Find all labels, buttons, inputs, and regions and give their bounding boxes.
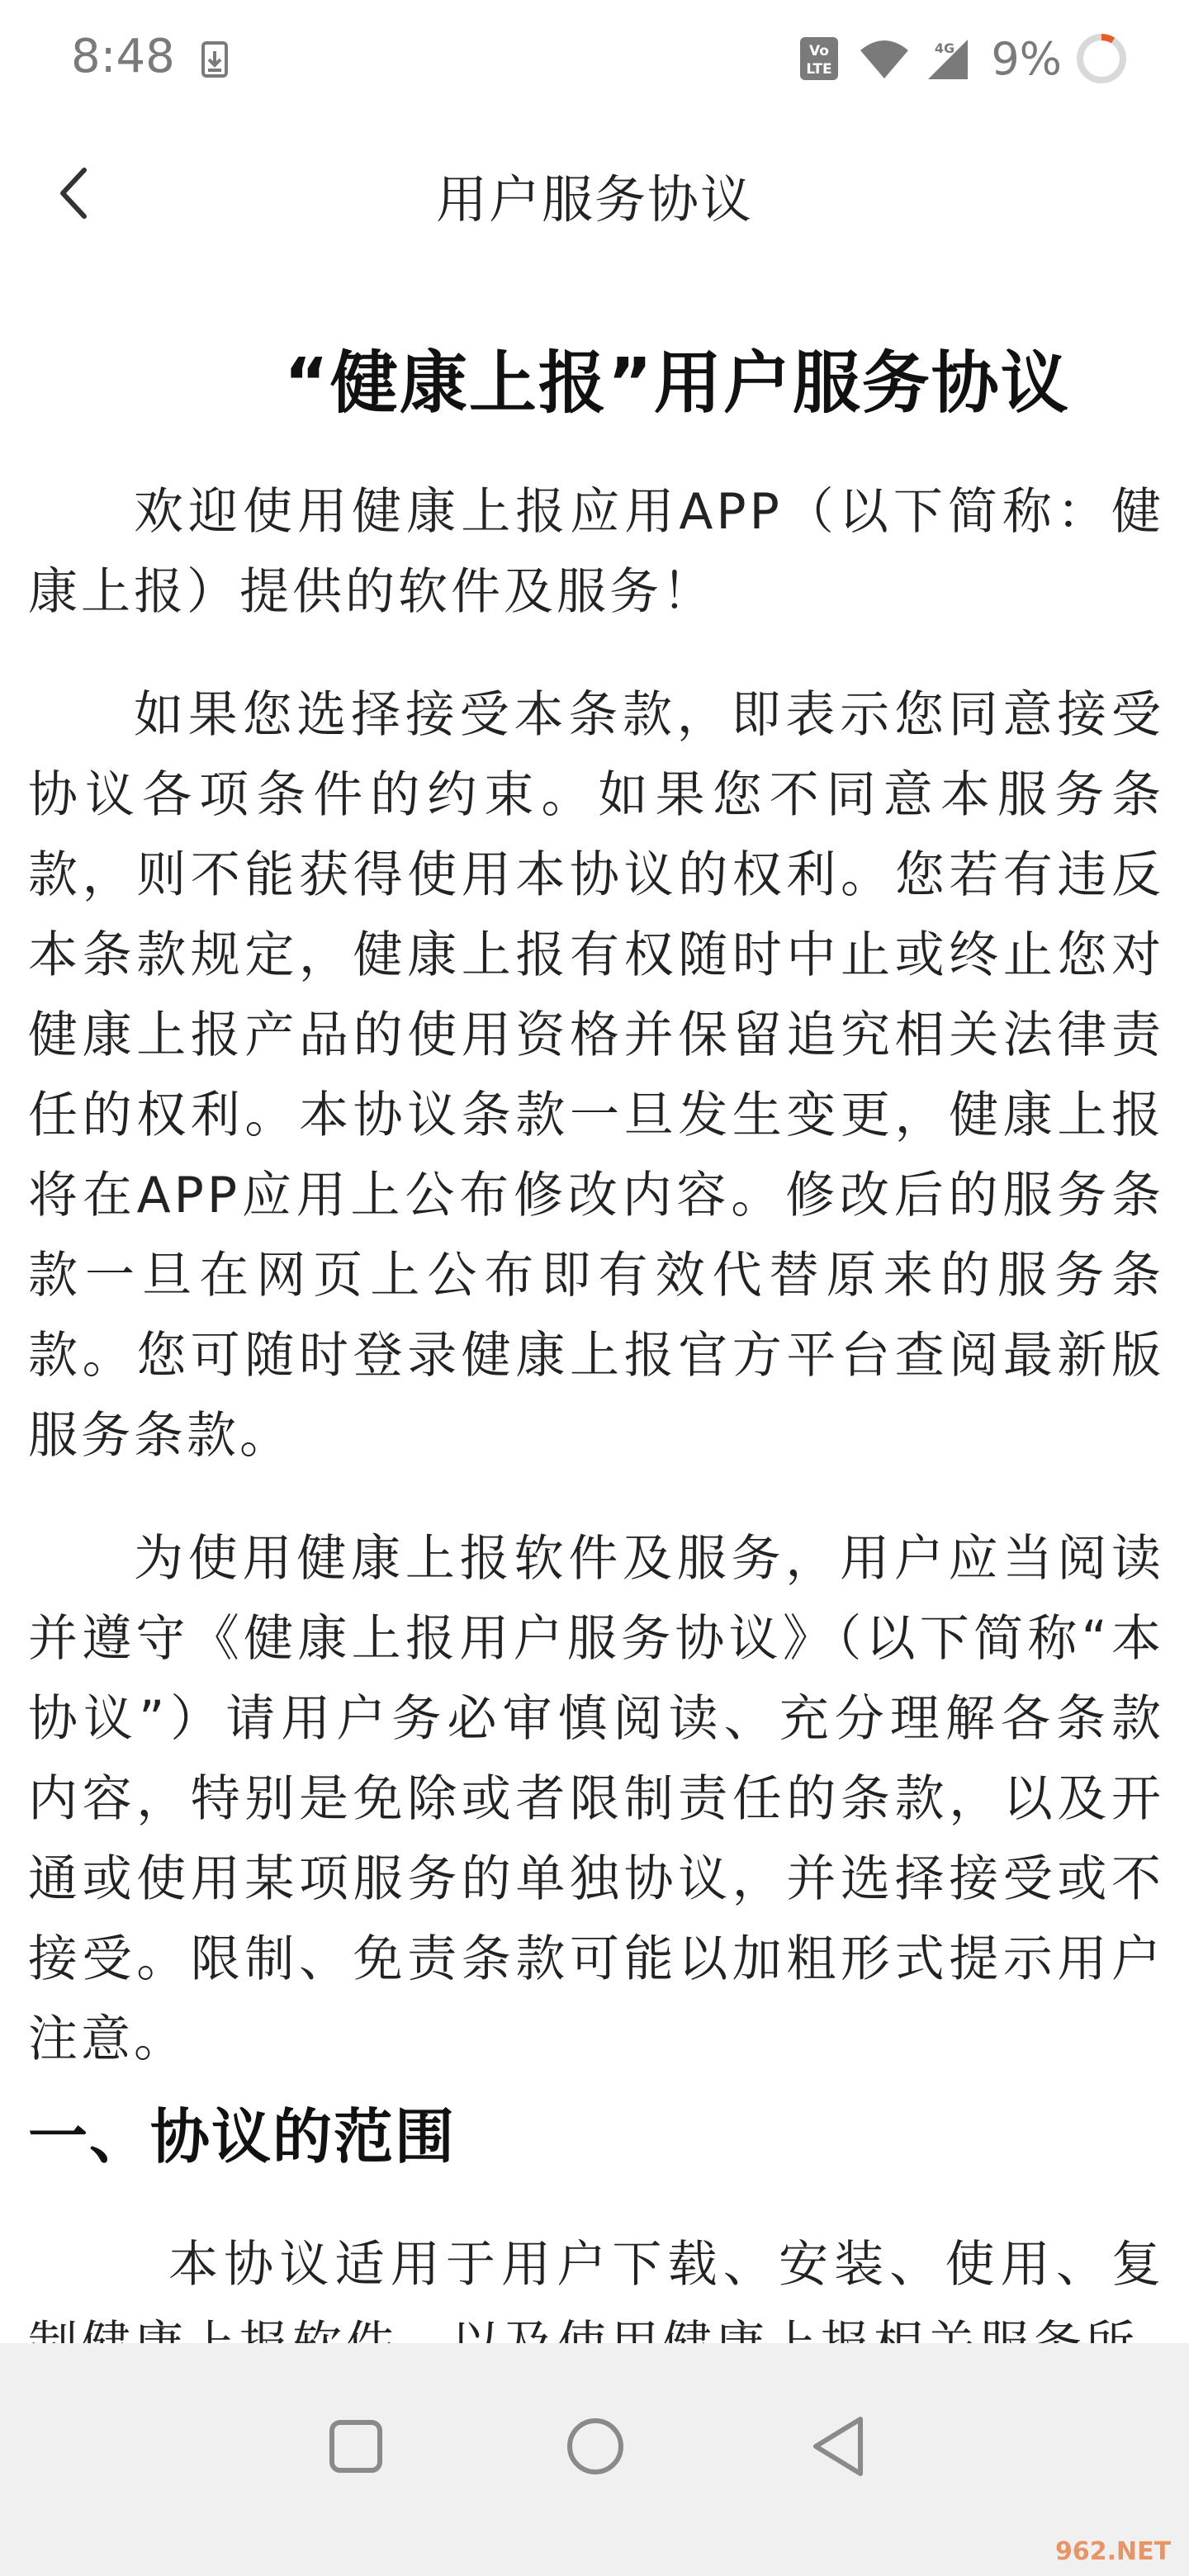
home-icon[interactable] xyxy=(565,2416,626,2477)
svg-text:LTE: LTE xyxy=(806,61,832,78)
agreement-content[interactable] xyxy=(28,330,1164,2385)
status-bar xyxy=(0,0,1189,124)
paragraph-acceptance: 如果您选择接受本条款，即表示您同意接受协议各项条件的约束。如果您不同意本服务条款，则不能获得使用本协议的权利。您若有违反本条款规定，健康上报有权随时中止或终止您对健康上报产品的使用资格并保留追究相关法律责任的权利。本协议条款一旦发生变更，健康上报将在APP应用上公布修改内容。修改后的服务条款一旦在网页上公布即有效代替原来的服务条款。您可随时登录健康上报官方平台查阅最新版服务条款。 xyxy=(28,686,1164,1465)
page-title: 用户服务协议 xyxy=(435,169,753,230)
paragraph-usage: 为使用健康上报软件及服务，用户应当阅读并遵守《健康上报用户服务协议》（以下简称“本协议”）请用户务必审慎阅读、充分理解各条款内容，特别是免除或者限制责任的条款，以及开通或使用某项服务的单独协议，并选择接受或不接受。限制、免责条款可能以加粗形式提示用户注意。 xyxy=(28,1530,1164,2068)
app-header xyxy=(0,140,1189,248)
status-time: 8:48 xyxy=(71,30,175,83)
document-title: “健康上报”用户服务协议 xyxy=(284,344,1070,423)
status-icons xyxy=(799,30,1128,88)
recent-apps-icon[interactable] xyxy=(327,2417,385,2475)
volte-icon xyxy=(799,36,839,81)
paragraph-scope: 本协议适用于用户下载、安装、使用、复 xyxy=(168,2236,1164,2294)
system-nav-bar xyxy=(0,2343,1189,2576)
section-heading-scope: 一、协议的范围 xyxy=(28,2102,457,2171)
watermark-logo xyxy=(1052,2531,1176,2569)
back-triangle-icon[interactable] xyxy=(809,2414,867,2479)
cellular-4g-icon xyxy=(925,36,971,81)
battery-ring-icon xyxy=(1075,32,1128,85)
svg-text:4G: 4G xyxy=(935,40,955,56)
svg-text:Vo: Vo xyxy=(809,43,830,59)
paragraph-welcome: 欢迎使用健康上报应用APP（以下简称：健康上报）提供的软件及服务！ xyxy=(28,483,1164,621)
wifi-icon xyxy=(859,37,910,80)
svg-text:962.NET: 962.NET xyxy=(1055,2537,1172,2566)
battery-percent: 9% xyxy=(991,32,1062,85)
download-icon xyxy=(198,41,231,79)
